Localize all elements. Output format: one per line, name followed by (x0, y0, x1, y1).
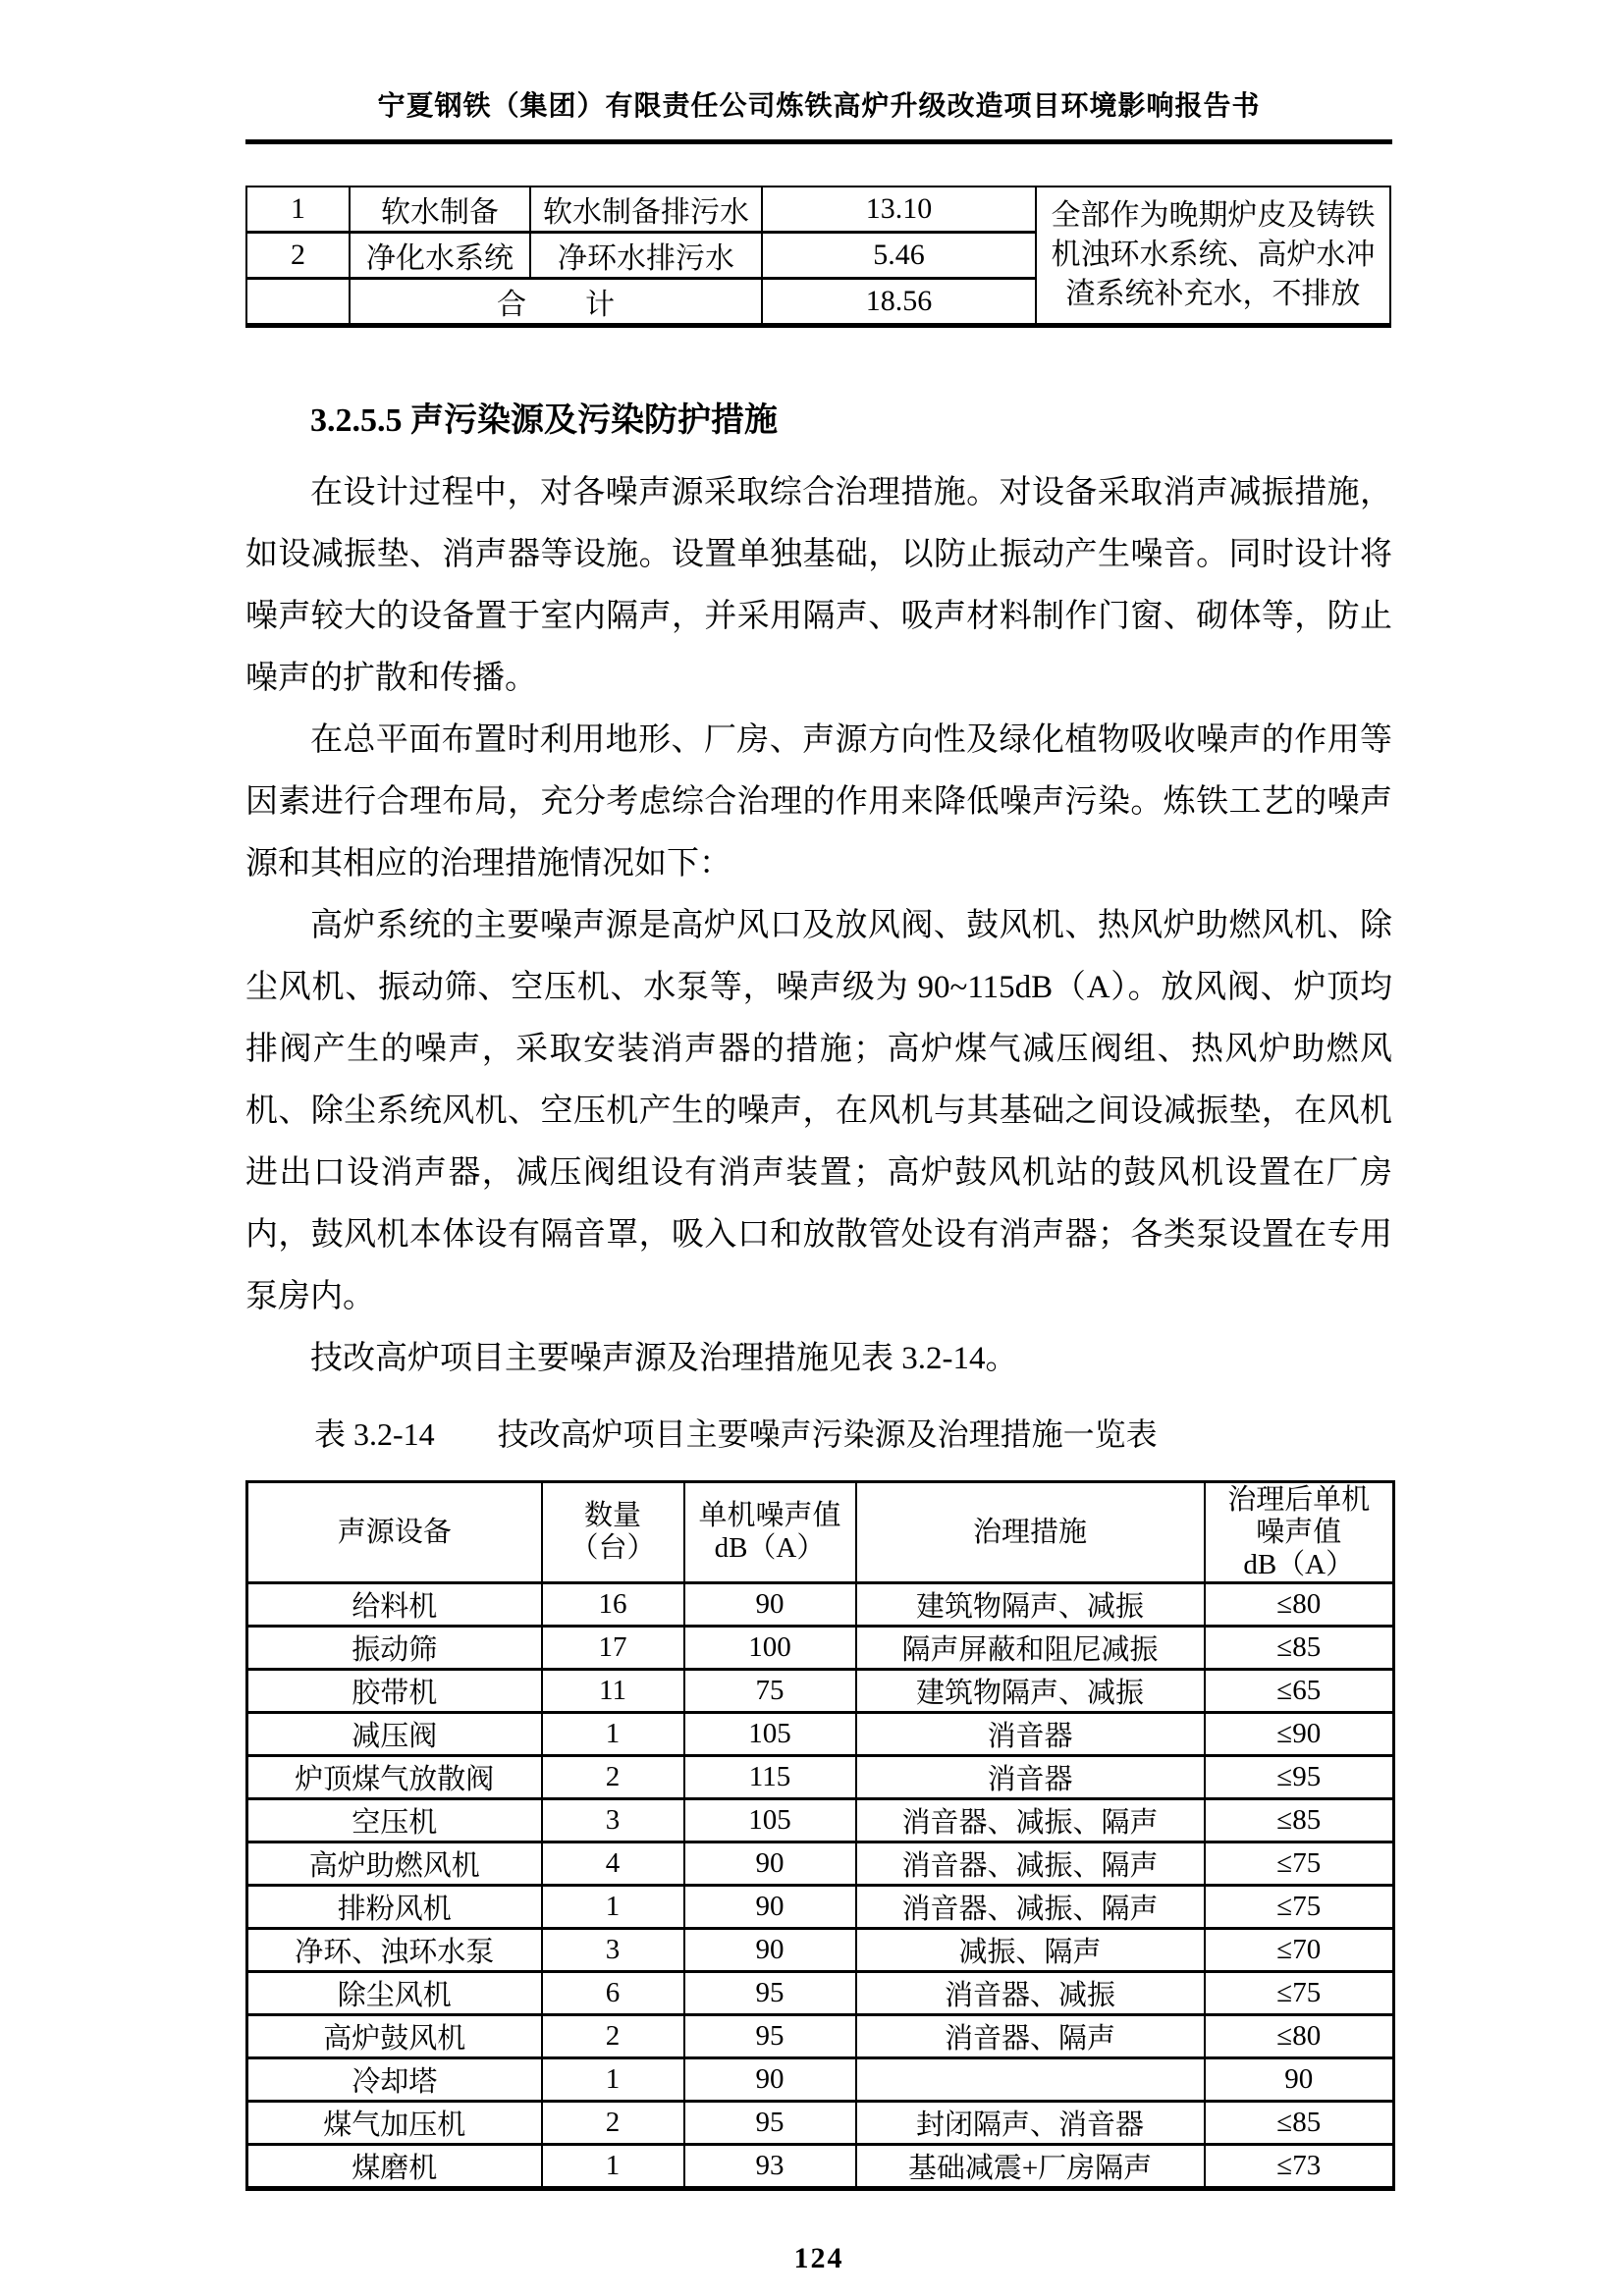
measure: 消音器、减振 (856, 1972, 1205, 2015)
after-value: ≤90 (1205, 1713, 1394, 1756)
page-number: 124 (793, 2242, 844, 2274)
measure: 隔声屏蔽和阻尼减振 (856, 1627, 1205, 1670)
table-row (247, 2145, 1394, 2189)
quantity: 1 (542, 2058, 684, 2102)
device: 减压阀 (247, 1713, 542, 1756)
quantity: 1 (542, 2145, 684, 2189)
paragraph: 高炉系统的主要噪声源是高炉风口及放风阀、鼓风机、热风炉助燃风机、除尘风机、振动筛、空压机、水泵等，噪声级为 90~115dB（A）。放风阀、炉顶均排阀产生的噪声，采取安装消声器的措施；高炉煤气减压阀组、热风炉助燃风机、除尘系统风机、空压机产生的噪声，在风机与其基础之间设减振垫，在风机进出口设消声器，减压阀组设有消声装置；高炉鼓风机站的鼓风机设置在厂房内，鼓风机本体设有隔音罩，吸入口和放散管处设有消声器；各类泵设置在专用泵房内。 (245, 908, 1392, 1314)
col-header-device: 声源设备 (247, 1482, 542, 1583)
measure: 建筑物隔声、减振 (856, 1670, 1205, 1713)
noise-table (245, 1480, 1395, 2191)
device: 振动筛 (247, 1627, 542, 1670)
table-row (247, 1799, 1394, 1842)
after-value: ≤85 (1205, 1799, 1394, 1842)
paragraph: 技改高炉项目主要噪声源及治理措施见表 3.2-14。 (310, 1341, 1018, 1376)
col-header-after (1205, 1482, 1394, 1583)
table-row (247, 2058, 1394, 2102)
measure: 建筑物隔声、减振 (856, 1583, 1205, 1627)
device: 排粉风机 (247, 1886, 542, 1929)
wastewater-amount: 13.10 (762, 187, 1036, 233)
wastewater-source: 净环水排污水 (530, 233, 762, 279)
total-amount: 18.56 (762, 279, 1036, 326)
device: 煤磨机 (247, 2145, 542, 2189)
measure: 基础减震+厂房隔声 (856, 2145, 1205, 2189)
col-header-measure: 治理措施 (856, 1482, 1205, 1583)
system-name: 净化水系统 (350, 233, 530, 279)
noise-value: 90 (684, 1842, 856, 1886)
header-line: dB（A） (714, 1532, 826, 1564)
row-number: 1 (246, 187, 350, 233)
system-name: 软水制备 (350, 187, 530, 233)
table-row (247, 1627, 1394, 1670)
header-line: （台） (569, 1532, 656, 1564)
after-value: ≤75 (1205, 1842, 1394, 1886)
after-value: ≤75 (1205, 1886, 1394, 1929)
header-line: 数量 (583, 1500, 641, 1531)
after-value: ≤70 (1205, 1929, 1394, 1972)
row-number: 2 (246, 233, 350, 279)
measure: 封闭隔声、消音器 (856, 2102, 1205, 2145)
quantity: 11 (542, 1670, 684, 1713)
noise-value: 95 (684, 2015, 856, 2058)
col-header-noise (684, 1482, 856, 1583)
empty-cell (246, 279, 350, 326)
quantity: 2 (542, 2102, 684, 2145)
quantity: 2 (542, 2015, 684, 2058)
header-line: 治理后单机 (1227, 1483, 1371, 1516)
noise-value: 90 (684, 2058, 856, 2102)
device: 胶带机 (247, 1670, 542, 1713)
table-row (247, 1713, 1394, 1756)
table-row (247, 1929, 1394, 1972)
after-value: ≤80 (1205, 2015, 1394, 2058)
device: 煤气加压机 (247, 2102, 542, 2145)
quantity: 2 (542, 1756, 684, 1799)
section-heading: 3.2.5.5 声污染源及污染防护措施 (310, 402, 778, 439)
quantity: 3 (542, 1929, 684, 1972)
device: 炉顶煤气放散阀 (247, 1756, 542, 1799)
measure: 消音器、减振、隔声 (856, 1842, 1205, 1886)
paragraph: 在总平面布置时利用地形、厂房、声源方向性及绿化植物吸收噪声的作用等因素进行合理布局，充分考虑综合治理的作用来降低噪声污染。炼铁工艺的噪声源和其相应的治理措施情况如下： (245, 722, 1392, 881)
disposal-remark: 全部作为晚期炉皮及铸铁机浊环水系统、高炉水冲渣系统补充水，不排放 (1036, 187, 1390, 326)
quantity: 4 (542, 1842, 684, 1886)
measure: 消音器 (856, 1713, 1205, 1756)
table-row (247, 1842, 1394, 1886)
wastewater-table (245, 186, 1391, 328)
noise-value: 90 (684, 1929, 856, 1972)
noise-value: 105 (684, 1713, 856, 1756)
device: 净环、浊环水泵 (247, 1929, 542, 1972)
measure: 消音器 (856, 1756, 1205, 1799)
col-header-quantity (542, 1482, 684, 1583)
wastewater-source: 软水制备排污水 (530, 187, 762, 233)
caption-label: 表 3.2-14 (314, 1416, 435, 1452)
quantity: 1 (542, 1713, 684, 1756)
noise-value: 100 (684, 1627, 856, 1670)
table-row (246, 187, 1390, 233)
after-value: ≤95 (1205, 1756, 1394, 1799)
device: 高炉助燃风机 (247, 1842, 542, 1886)
table-row (247, 1583, 1394, 1627)
table-row (247, 1972, 1394, 2015)
quantity: 6 (542, 1972, 684, 2015)
header-row (247, 1482, 1394, 1583)
noise-value: 115 (684, 1756, 856, 1799)
device: 空压机 (247, 1799, 542, 1842)
table-row (247, 2015, 1394, 2058)
header-line: 噪声值 (1256, 1516, 1342, 1548)
noise-value: 90 (684, 1886, 856, 1929)
table-row (247, 1886, 1394, 1929)
quantity: 17 (542, 1627, 684, 1670)
measure (856, 2058, 1205, 2102)
table-row (247, 1756, 1394, 1799)
noise-value: 93 (684, 2145, 856, 2189)
after-value: ≤73 (1205, 2145, 1394, 2189)
noise-value: 95 (684, 1972, 856, 2015)
measure: 消音器、减振、隔声 (856, 1799, 1205, 1842)
after-value: ≤65 (1205, 1670, 1394, 1713)
quantity: 1 (542, 1886, 684, 1929)
noise-value: 95 (684, 2102, 856, 2145)
after-value: ≤85 (1205, 2102, 1394, 2145)
after-value: ≤80 (1205, 1583, 1394, 1627)
device: 高炉鼓风机 (247, 2015, 542, 2058)
wastewater-amount: 5.46 (762, 233, 1036, 279)
report-header-title: 宁夏钢铁（集团）有限责任公司炼铁高炉升级改造项目环境影响报告书 (377, 91, 1261, 122)
device: 冷却塔 (247, 2058, 542, 2102)
quantity: 16 (542, 1583, 684, 1627)
body-text (245, 462, 1392, 1390)
paragraph: 在设计过程中，对各噪声源采取综合治理措施。对设备采取消声减振措施，如设减振垫、消声器等设施。设置单独基础，以防止振动产生噪音。同时设计将噪声较大的设备置于室内隔声，并采用隔声、吸声材料制作门窗、砌体等，防止噪声的扩散和传播。 (245, 475, 1392, 696)
after-value: ≤85 (1205, 1627, 1394, 1670)
table-row (247, 1670, 1394, 1713)
noise-value: 90 (684, 1583, 856, 1627)
after-value: 90 (1205, 2058, 1394, 2102)
device: 给料机 (247, 1583, 542, 1627)
measure: 消音器、减振、隔声 (856, 1886, 1205, 1929)
device: 除尘风机 (247, 1972, 542, 2015)
noise-value: 75 (684, 1670, 856, 1713)
quantity: 3 (542, 1799, 684, 1842)
noise-value: 105 (684, 1799, 856, 1842)
after-value: ≤75 (1205, 1972, 1394, 2015)
header-rule (245, 139, 1392, 144)
header-line: 单机噪声值 (698, 1500, 841, 1531)
measure: 减振、隔声 (856, 1929, 1205, 1972)
measure: 消音器、隔声 (856, 2015, 1205, 2058)
header-line: dB（A） (1243, 1548, 1355, 1580)
noise-table-caption (314, 1410, 1392, 1455)
total-label: 合 计 (350, 279, 762, 326)
caption-title: 技改高炉项目主要噪声污染源及治理措施一览表 (497, 1416, 1158, 1452)
table-row (247, 2102, 1394, 2145)
